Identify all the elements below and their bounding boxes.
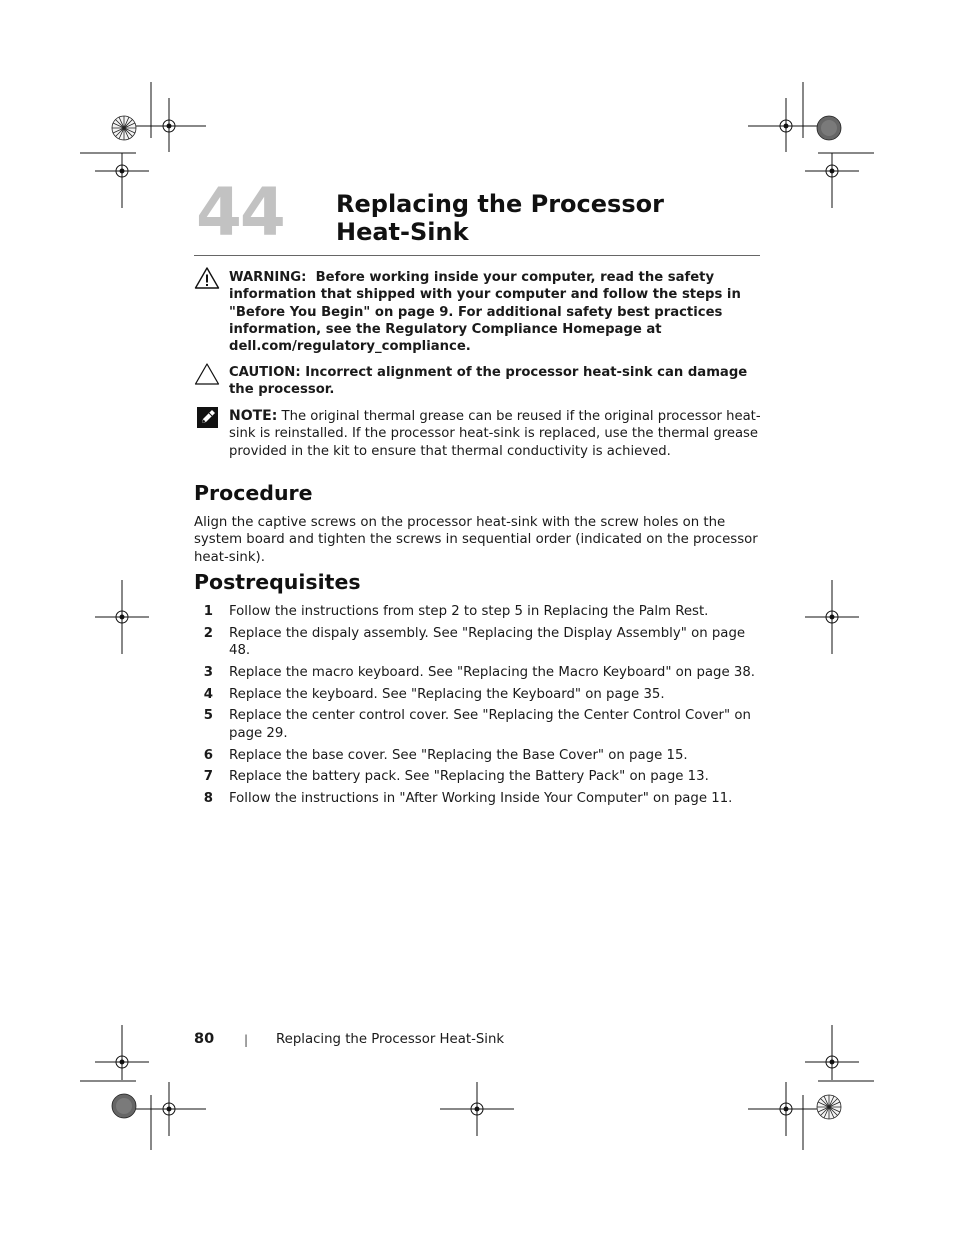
- list-item: 1 Follow the instructions from step 2 to step 5 in Replacing the Palm Rest.: [203, 604, 709, 619]
- note-text: The original thermal grease can be reused if the original processor heat-sink is reinstalled. If the processor heat-sink is replaced, use the thermal grease provided in the kit to ensure that thermal conductivity is achieved.: [229, 409, 761, 459]
- list-item: 8 Follow the instructions in "After Working Inside Your Computer" on page 11.: [203, 791, 733, 807]
- footer-title: Replacing the Processor Heat-Sink: [276, 1032, 505, 1047]
- warning-text: Before working inside your computer, read the safety information that shipped with your computer and follow the steps in "Before You Begin" on page 9. For additional safety best practices information, see the Regulatory Compliance Homepage at dell.com/regulatory_compliance.: [229, 270, 741, 355]
- chapter-rule: [194, 255, 760, 256]
- page-number: 80: [194, 1031, 215, 1047]
- list-item: 5 Replace the center control cover. See "Replacing the Center Control Cover" on page 29.: [203, 708, 751, 741]
- chapter-number: 44: [196, 174, 284, 251]
- chapter-title-line1: Replacing the Processor: [336, 190, 664, 218]
- caution-text: Incorrect alignment of the processor heat-sink can damage the processor.: [229, 365, 748, 398]
- procedure-text: Align the captive screws on the processor heat-sink with the screw holes on the system board and tighten the screws in sequential order (indicated on the processor heat-sink).: [194, 515, 758, 565]
- list-item: 6 Replace the base cover. See "Replacing the Base Cover" on page 15.: [203, 747, 688, 763]
- procedure-heading: Procedure: [194, 481, 313, 505]
- list-item: 7 Replace the battery pack. See "Replacing the Battery Pack" on page 13.: [203, 769, 709, 785]
- caution-triangle-icon: [194, 362, 220, 386]
- caution-label: CAUTION:: [229, 365, 301, 380]
- list-item: 2 Replace the dispaly assembly. See "Replacing the Display Assembly" on page 48.: [203, 625, 746, 659]
- footer-separator: |: [244, 1033, 249, 1047]
- list-item: 4 Replace the keyboard. See "Replacing the Keyboard" on page 35.: [203, 686, 665, 702]
- note-pencil-icon: [197, 407, 219, 429]
- postrequisites-list: [194, 603, 760, 812]
- caution-block: [229, 364, 761, 399]
- list-item: 3 Replace the macro keyboard. See "Replacing the Macro Keyboard" on page 38.: [203, 664, 756, 680]
- warning-block: [229, 269, 761, 355]
- note-label: NOTE:: [229, 408, 278, 424]
- warning-label: WARNING:: [229, 270, 307, 285]
- warning-triangle-icon: [194, 266, 220, 290]
- note-block: [229, 408, 761, 460]
- postrequisites-heading: Postrequisites: [194, 570, 361, 594]
- chapter-title-line2: Heat-Sink: [336, 218, 469, 246]
- chapter-title: [336, 190, 756, 246]
